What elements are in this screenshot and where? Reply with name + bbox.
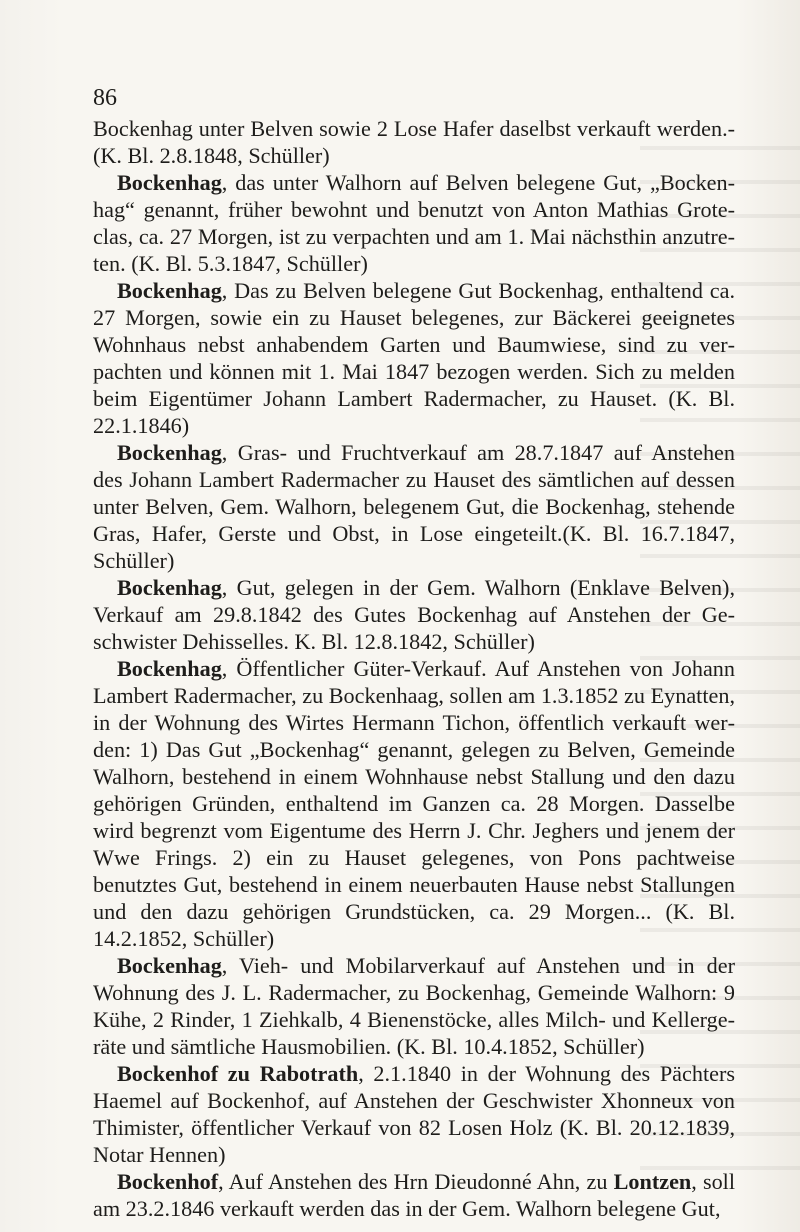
entry: [93, 1060, 735, 1168]
place-name-bold: Lontzen: [613, 1169, 692, 1194]
entry-text: , 2.1.1840 in der Wohnung des Pächters Haemel auf Bockenhof, auf Anstehen der Geschwister Xhonneux von Thimister, öffentlicher Verkauf von 82 Losen Holz (K. Bl. 20.12.1839, Notar Hennen): [93, 1061, 735, 1167]
entry-text: , Öffentlicher Güter-Verkauf. Auf Anstehen von Johann Lambert Radermacher, zu Bockenhaag, sollen am 1.3.1852 zu Eynatten, in der Wohnung des Wirtes Hermann Tichon, öffentlich verkauft werden: 1) Das Gut „Bockenhag“ genannt, gelegen zu Belven, Gemeinde Walhorn, bestehend in einem Wohnhause nebst Stallung und den dazu gehörigen Gründen, enthaltend im Ganzen ca. 28 Morgen. Dasselbe wird begrenzt vom Eigentume des Herrn J. Chr. Jeghers und jenem der Wwe Frings. 2) ein zu Hauset gelegenes, von Pons pachtweise benutztes Gut, bestehend in einem neuerbauten Hause nebst Stallungen und den dazu gehörigen Grundstücken, ca. 29 Morgen... (K. Bl. 14.2.1852, Schüller): [93, 656, 735, 951]
entry-text-tail: , soll am 23.2.1846 verkauft werden das in der Gem. Walhorn belegene Gut,: [93, 1169, 736, 1221]
entry: [93, 1168, 735, 1222]
entry: [93, 169, 735, 277]
entry-text: , Gras- und Fruchtverkauf am 28.7.1847 auf Anstehen des Johann Lambert Radermacher zu Hauset des sämtlichen auf dessen unter Belven, Gem. Walhorn, belegenem Gut, die Bockenhag, stehende Gras, Hafer, Gerste und Obst, in Lose eingeteilt.(K. Bl. 16.7.1847, Schüller): [93, 440, 735, 573]
entry-text: , das unter Walhorn auf Belven belegene Gut, „Bockenhag“ genannt, früher bewohnt und benutzt von Anton Mathias Groteclas, ca. 27 Morgen, ist zu verpachten und am 1. Mai nächsthin anzutreten. (K. Bl. 5.3.1847, Schüller): [93, 170, 735, 276]
entry-heading: Bockenhag: [117, 656, 222, 681]
entry-heading: Bockenhof: [117, 1169, 219, 1194]
entry-text: , Vieh- und Mobilarverkauf auf Anstehen und in der Wohnung des J. L. Radermacher, zu Bockenhag, Gemeinde Walhorn: 9 Kühe, 2 Rinder, 1 Ziehkalb, 4 Bienenstöcke, alles Milch- und Kellergeräte und sämtliche Hausmobilien. (K. Bl. 10.4.1852, Schüller): [93, 953, 735, 1059]
entry-text: , Gut, gelegen in der Gem. Walhorn (Enklave Belven), Verkauf am 29.8.1842 des Gutes Bockenhag auf Anstehen der Geschwister Dehisselles. K. Bl. 12.8.1842, Schüller): [93, 575, 735, 654]
entry: [93, 952, 735, 1060]
entry-continuation: [93, 115, 735, 169]
entry-text: , Das zu Belven belegene Gut Bockenhag, enthaltend ca. 27 Morgen, sowie ein zu Hauset belegenes, zur Bäckerei geeignetes Wohnhaus nebst anhabendem Garten und Baumwiese, sind zu verpachten und können mit 1. Mai 1847 bezogen werden. Sich zu melden beim Eigentümer Johann Lambert Radermacher, zu Hauset. (K. Bl. 22.1.1846): [93, 278, 735, 438]
entry-heading: Bockenhof zu Rabotrath: [117, 1061, 359, 1086]
entry-heading: Bockenhag: [117, 278, 222, 303]
entry-text: , Auf Anstehen des Hrn Dieudonné Ahn, zu: [218, 1169, 614, 1194]
entry: [93, 655, 735, 952]
entry-heading: Bockenhag: [117, 575, 222, 600]
entry: [93, 574, 735, 655]
page-number: 86: [93, 85, 117, 111]
body-text: [93, 115, 735, 1222]
entry: [93, 277, 735, 439]
entry-heading: Bockenhag: [117, 170, 222, 195]
entry-heading: Bockenhag: [117, 440, 222, 465]
entry-heading: Bockenhag: [117, 953, 222, 978]
entry-text: Bockenhag unter Belven sowie 2 Lose Hafer daselbst verkauft werden.- (K. Bl. 2.8.1848, Schüller): [93, 116, 735, 168]
entry: [93, 439, 735, 574]
